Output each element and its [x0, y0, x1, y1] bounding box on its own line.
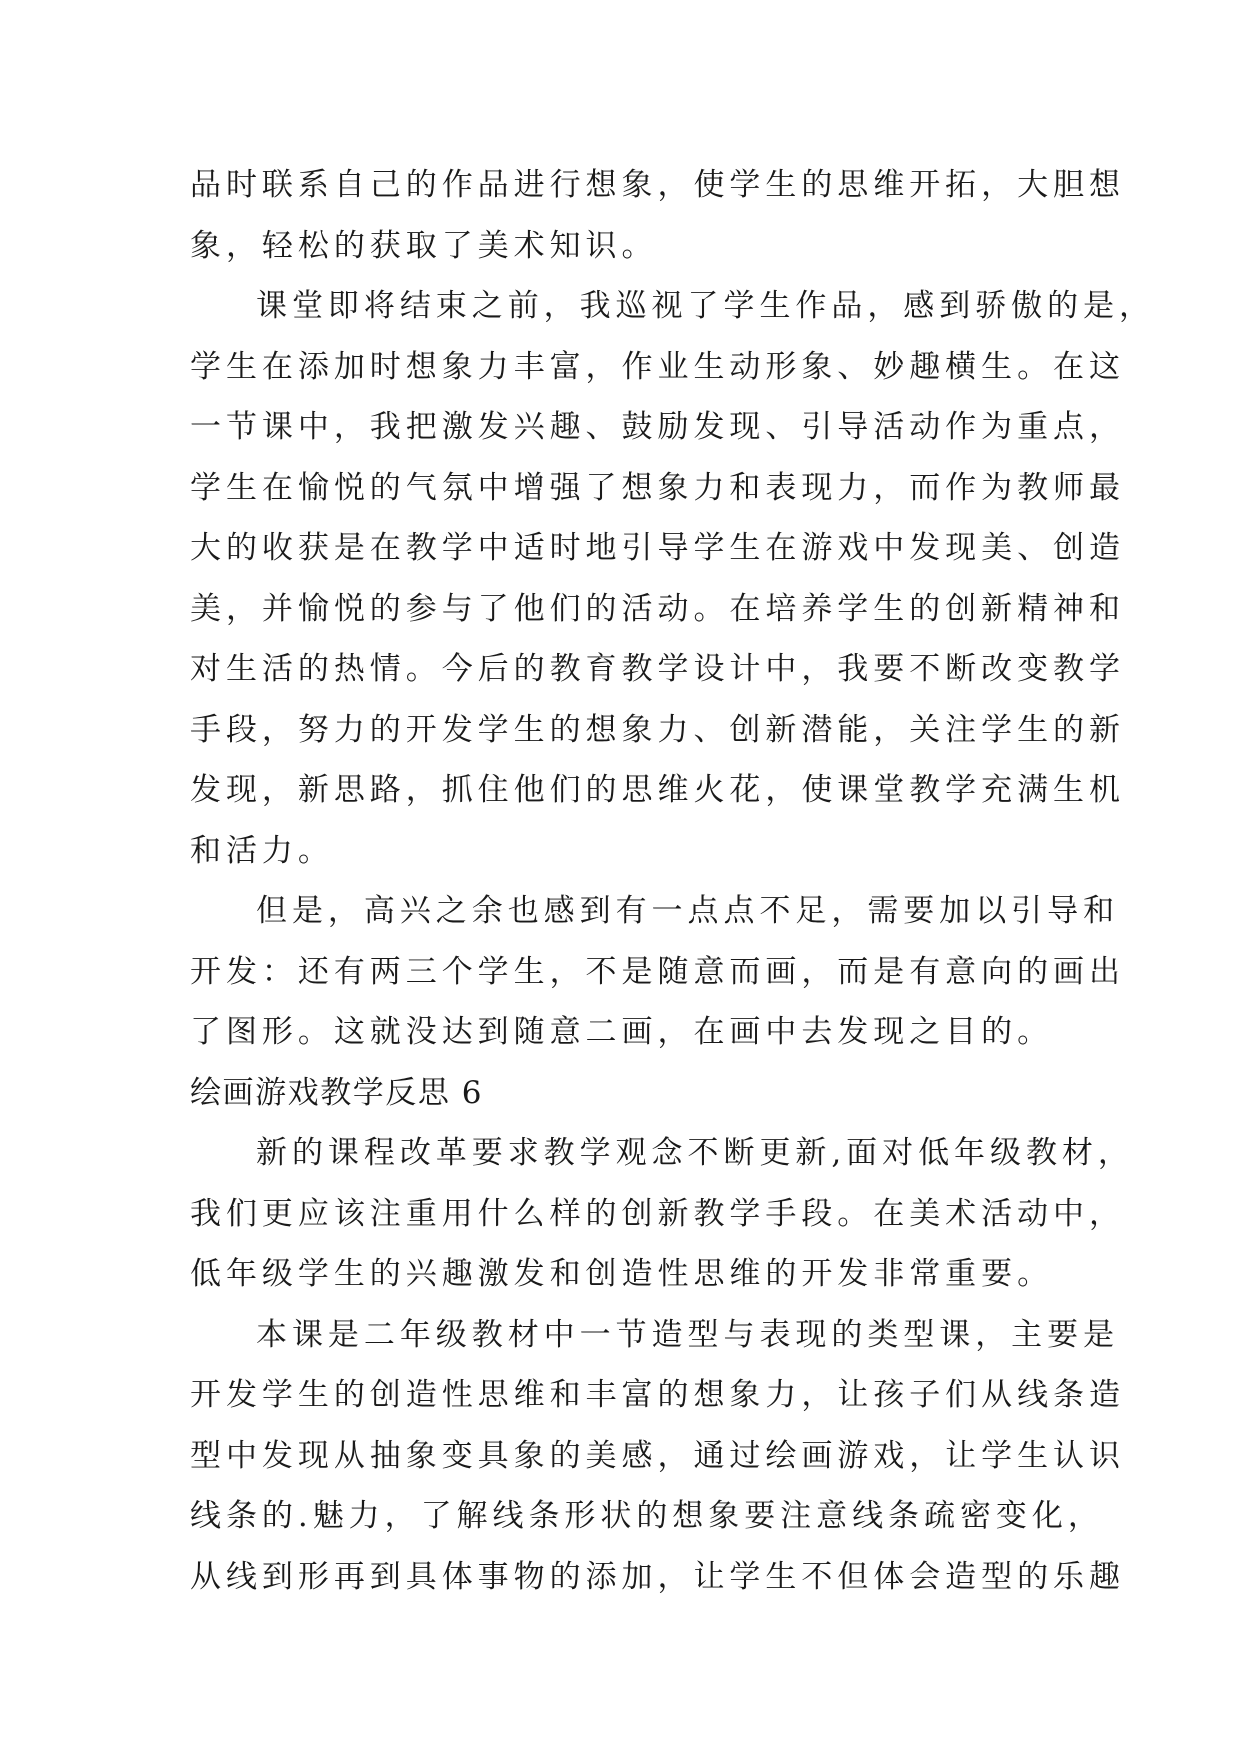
- paragraph-start-line: 课堂即将结束之前，我巡视了学生作品，感到骄傲的是，: [256, 288, 1155, 324]
- text-line: 发现，新思路，抓住他们的思维火花，使课堂教学充满生机: [190, 772, 1125, 808]
- text-line: 了图形。这就没达到随意二画，在画中去发现之目的。: [190, 1014, 1054, 1050]
- document-page: [190, 155, 1155, 1607]
- section-heading: 绘画游戏教学反思 6: [190, 1074, 484, 1111]
- paragraph-start-line: 新的课程改革要求教学观念不断更新,面对低年级教材，: [256, 1135, 1134, 1171]
- text-line: 和活力。: [190, 832, 334, 869]
- text-line: 对生活的热情。今后的教育教学设计中，我要不断改变教学: [190, 651, 1125, 687]
- text-line: 线条的.魅力，了解线条形状的想象要注意线条疏密变化，: [190, 1498, 1104, 1534]
- text-line: 低年级学生的兴趣激发和创造性思维的开发非常重要。: [190, 1256, 1054, 1292]
- text-line: 大的收获是在教学中适时地引导学生在游戏中发现美、创造: [190, 530, 1125, 566]
- text-line: 手段，努力的开发学生的想象力、创新潜能，关注学生的新: [190, 711, 1125, 748]
- text-line: 品时联系自己的作品进行想象，使学生的思维开拓，大胆想: [190, 167, 1125, 203]
- text-line: 开发：还有两三个学生，不是随意而画，而是有意向的画出: [190, 953, 1125, 990]
- text-line: 学生在添加时想象力丰富，作业生动形象、妙趣横生。在这: [190, 348, 1125, 385]
- text-line: 型中发现从抽象变具象的美感，通过绘画游戏，让学生认识: [190, 1437, 1125, 1474]
- text-line: 学生在愉悦的气氛中增强了想象力和表现力，而作为教师最: [190, 469, 1125, 506]
- text-line: 一节课中，我把激发兴趣、鼓励发现、引导活动作为重点，: [190, 409, 1125, 445]
- text-line: 我们更应该注重用什么样的创新教学手段。在美术活动中，: [190, 1195, 1125, 1232]
- paragraph-start-line: 但是，高兴之余也感到有一点点不足，需要加以引导和: [256, 893, 1120, 929]
- text-line: 开发学生的创造性思维和丰富的想象力，让孩子们从线条造: [190, 1377, 1125, 1413]
- text-line: 象，轻松的获取了美术知识。: [190, 227, 658, 264]
- paragraph-start-line: 本课是二年级教材中一节造型与表现的类型课，主要是: [256, 1316, 1120, 1353]
- text-line: 从线到形再到具体事物的添加，让学生不但体会造型的乐趣: [190, 1558, 1125, 1595]
- text-line: 美，并愉悦的参与了他们的活动。在培养学生的创新精神和: [190, 590, 1125, 627]
